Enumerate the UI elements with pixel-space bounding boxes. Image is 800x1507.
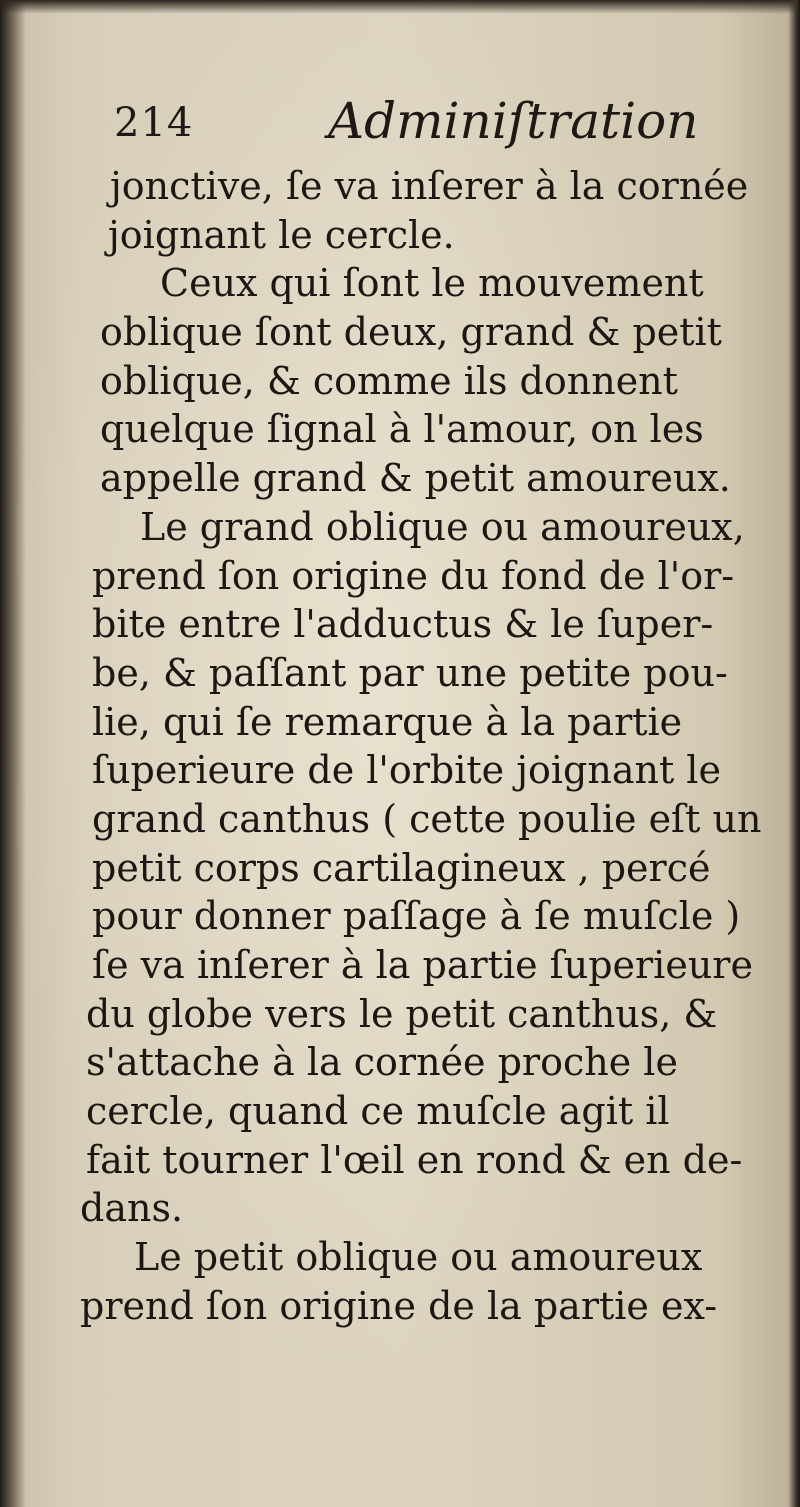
text-line: be, & paſſant par une petite pou- <box>92 650 728 695</box>
text-line: grand canthus ( cette poulie eſt un <box>92 796 762 841</box>
text-line: joignant le cercle. <box>108 212 455 257</box>
page-gutter-shadow <box>0 0 26 1507</box>
page-right-edge <box>788 0 800 1507</box>
text-line: s'attache à la cornée proche le <box>86 1040 678 1085</box>
text-line: Le petit oblique ou amoureux <box>134 1235 703 1280</box>
text-line: jonctive, ſe va inſerer à la cornée <box>110 164 749 208</box>
text-line: cercle, quand ce muſcle agit il <box>86 1089 670 1134</box>
page-top-edge <box>0 0 800 14</box>
text-line: fait tourner l'œil en rond & en de- <box>86 1137 743 1182</box>
text-line: bite entre l'adductus & le ſuper- <box>92 602 714 647</box>
running-title: Adminiſtration <box>328 92 699 150</box>
text-line: Ceux qui ſont le mouvement <box>160 261 704 306</box>
text-line: quelque ſignal à l'amour, on les <box>100 407 704 452</box>
text-line: prend ſon origine de la partie ex- <box>80 1283 718 1328</box>
text-line: ſe va inſerer à la partie ſuperieure <box>92 943 753 987</box>
text-line: oblique ſont deux, grand & petit <box>100 310 722 355</box>
text-line: pour donner paſſage à ſe muſcle ) <box>92 894 741 939</box>
text-line: ſuperieure de l'orbite joignant le <box>92 748 721 793</box>
text-line: lie, qui ſe remarque à la partie <box>92 699 683 744</box>
text-line: du globe vers le petit canthus, & <box>86 991 718 1036</box>
text-line: prend ſon origine du fond de l'or- <box>92 553 735 598</box>
body-text <box>80 162 786 1331</box>
text-line: Le grand oblique ou amoureux, <box>140 504 745 549</box>
text-line: petit corps cartilagineux , percé <box>92 845 711 890</box>
text-line: appelle grand & petit amoureux. <box>100 456 731 501</box>
text-line: dans. <box>80 1186 184 1231</box>
text-line: oblique, & comme ils donnent <box>100 358 678 403</box>
page-number: 214 <box>114 100 194 146</box>
running-head <box>110 92 699 156</box>
